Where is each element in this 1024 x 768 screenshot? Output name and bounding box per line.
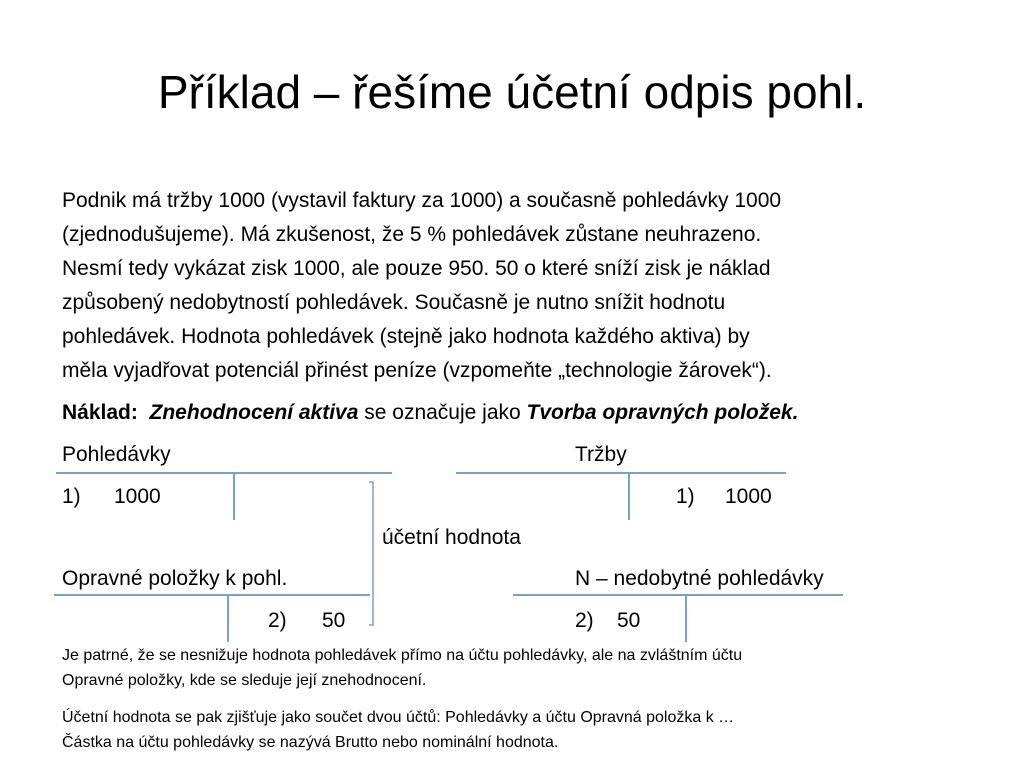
note-line: Účetní hodnota se pak zjišťuje jako součet dvou účtů: Pohledávky a účtu Opravná položka k … xyxy=(62,709,735,726)
entry-number: 1) xyxy=(62,485,81,508)
entry-value: 1000 xyxy=(725,485,772,508)
note-line: Je patrné, že se nesnižuje hodnota pohledávek přímo na účtu pohledávky, ale na zvláštním účtu xyxy=(62,647,743,664)
entry-value: 1000 xyxy=(114,485,161,508)
account-name-opravne: Opravné položky k pohl. xyxy=(62,567,288,590)
entry-number: 2) xyxy=(268,609,287,632)
intro-line: (zjednodušujeme). Má zkušenost, že 5 % pohledávek zůstane neuhrazeno. xyxy=(62,223,762,246)
intro-line: měla vyjadřovat potenciál přinést peníze (vzpomeňte „technologie žárovek“). xyxy=(62,359,772,382)
intro-line: Podnik má tržby 1000 (vystavil faktury za 1000) a současně pohledávky 1000 xyxy=(62,189,782,212)
intro-paragraph xyxy=(62,184,781,388)
t-account-top-line xyxy=(456,472,786,474)
note-line: Částka na účtu pohledávky se nazývá Brutto nebo nominální hodnota. xyxy=(62,734,559,751)
naklad-term: Znehodnocení aktiva xyxy=(149,401,359,424)
naklad-label: Náklad: xyxy=(62,401,138,424)
note-line: Opravné položky, kde se sleduje její znehodnocení. xyxy=(62,672,427,689)
bracket xyxy=(367,481,379,627)
note-paragraph xyxy=(62,643,742,693)
entry-value: 50 xyxy=(617,609,641,632)
t-account-top-line xyxy=(513,594,843,596)
account-name-nedobytne: N – nedobytné pohledávky xyxy=(575,567,824,590)
account-name-trzby: Tržby xyxy=(575,443,627,466)
t-account-divider xyxy=(227,595,229,642)
t-account-divider xyxy=(233,473,235,520)
naklad-term2: Tvorba opravných položek. xyxy=(526,401,799,424)
bracket-label: účetní hodnota xyxy=(382,526,521,549)
t-account-top-line xyxy=(56,472,392,474)
intro-line: pohledávek. Hodnota pohledávek (stejně jako hodnota každého aktiva) by xyxy=(62,325,750,348)
intro-line: Nesmí tedy vykázat zisk 1000, ale pouze 950. 50 o které sníží zisk je náklad xyxy=(62,257,771,280)
entry-value: 50 xyxy=(322,609,346,632)
note-paragraph xyxy=(62,705,734,755)
account-name-pohledavky: Pohledávky xyxy=(62,443,171,466)
naklad-middle: se označuje jako xyxy=(364,401,521,424)
entry-number: 1) xyxy=(676,485,695,508)
t-account-divider xyxy=(685,595,687,642)
t-account-divider xyxy=(628,473,630,520)
t-account-top-line xyxy=(54,594,370,596)
naklad-line xyxy=(62,396,798,430)
intro-line: způsobený nedobytností pohledávek. Současně je nutno snížit hodnotu xyxy=(62,291,726,314)
entry-number: 2) xyxy=(575,609,594,632)
slide-title: Příklad – řešíme účetní odpis pohl. xyxy=(157,66,867,118)
